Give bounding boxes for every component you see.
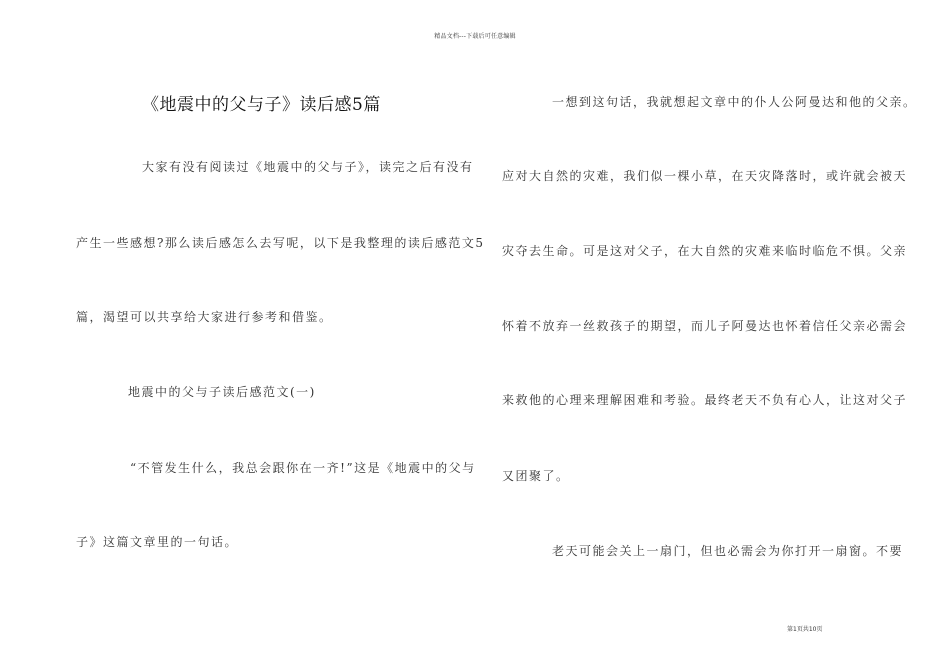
section-heading: 地震中的父与子读后感范文(一) xyxy=(128,385,316,399)
document-title: 《地震中的父与子》读后感5篇 xyxy=(142,95,381,115)
paragraph-line: 老天可能会关上一扇门，但也必需会为你打开一扇窗。不要 xyxy=(552,544,904,558)
paragraph-line: 应对大自然的灾难，我们似一棵小草，在天灾降落时，或许就会被天 xyxy=(502,169,908,183)
paragraph-line: 怀着不放弃一丝救孩子的期望，而儿子阿曼达也怀着信任父亲必需会 xyxy=(502,319,908,333)
page-number: 第1页共10页 xyxy=(787,626,823,633)
paragraph-line: 子》这篇文章里的一句话。 xyxy=(76,535,239,549)
paragraph-line: 篇，渴望可以共享给大家进行参考和借鉴。 xyxy=(76,310,333,324)
paragraph-line: “不管发生什么，我总会跟你在一齐!”这是《地震中的父与 xyxy=(130,461,476,475)
paragraph-line: 灾夺去生命。可是这对父子，在大自然的灾难来临时临危不惧。父亲 xyxy=(502,244,908,258)
page-header: 精品文档---下载后可任意编辑 xyxy=(434,33,516,40)
paragraph-line: 一想到这句话，我就想起文章中的仆人公阿曼达和他的父亲。 xyxy=(552,95,917,109)
paragraph-line: 来救他的心理来理解困难和考验。最终老天不负有心人，让这对父子 xyxy=(502,393,908,407)
paragraph-line: 大家有没有阅读过《地震中的父与子》，读完之后有没有 xyxy=(142,160,474,174)
paragraph-line: 又团聚了。 xyxy=(502,469,570,483)
paragraph-line: 产生一些感想?那么读后感怎么去写呢，以下是我整理的读后感范文5 xyxy=(76,236,485,250)
